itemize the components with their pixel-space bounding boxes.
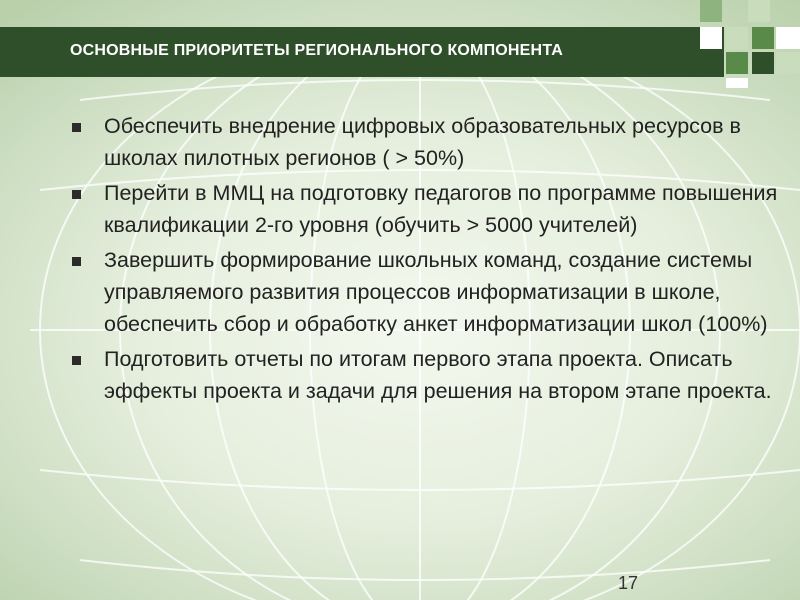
page-number: 17 <box>618 573 639 593</box>
square-bullet-icon <box>72 257 81 266</box>
square-bullet-icon <box>72 123 81 132</box>
square-bullet-icon <box>72 356 81 365</box>
square-bullet-icon <box>72 190 81 199</box>
bullet-list <box>70 110 780 410</box>
bullet-text: Обеспечить внедрение цифровых образовательных ресурсов в школах пилотных регионов ( > 50%) <box>104 114 741 170</box>
bullet-item <box>70 177 780 241</box>
bullet-text: Перейти в ММЦ на подготовку педагогов по программе повышения квалификации 2-го уровня (обучить > 5000 учителей) <box>104 181 778 237</box>
bullet-item <box>70 244 780 340</box>
bullet-text: Подготовить отчеты по итогам первого этапа проекта. Описать эффекты проекта и задачи для решения на втором этапе проекта. <box>104 347 772 403</box>
bullet-text: Завершить формирование школьных команд, создание системы управляемого развития процессов информатизации в школе, обеспечить сбор и обработку анкет информатизации школ (100%) <box>104 248 768 336</box>
slide-title: ОСНОВНЫЕ ПРИОРИТЕТЫ РЕГИОНАЛЬНОГО КОМПОНЕНТА <box>70 42 564 59</box>
bullet-item <box>70 343 780 407</box>
bullet-item <box>70 110 780 174</box>
